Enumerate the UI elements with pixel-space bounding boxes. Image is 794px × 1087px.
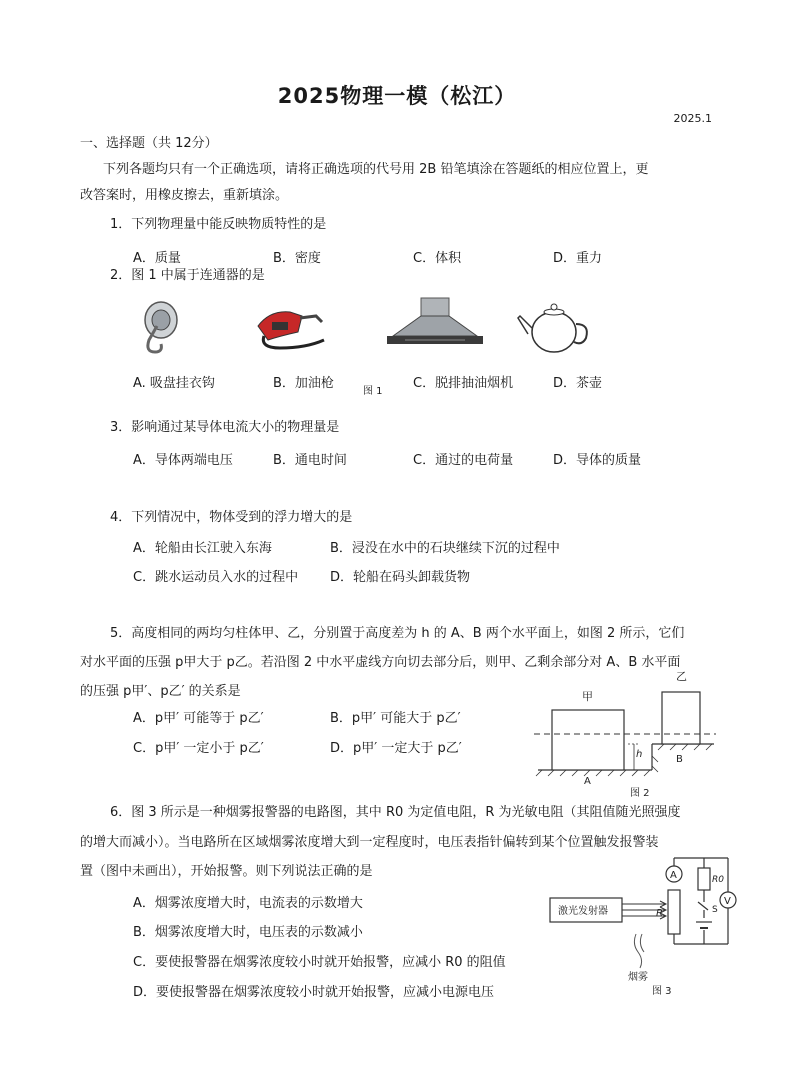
q1-option-a: A．质量 xyxy=(133,251,181,266)
smoke-label: 烟雾 xyxy=(628,972,648,983)
q1-stem: 1．下列物理量中能反映物质特性的是 xyxy=(110,217,327,232)
label-a: A xyxy=(584,776,591,787)
page-title: 2025物理一模（松江） xyxy=(277,84,517,108)
q1-option-d: D．重力 xyxy=(553,251,603,266)
instruction-line-2: 改答案时，用橡皮擦去，重新填涂。 xyxy=(80,188,289,203)
battery-icon xyxy=(696,922,712,928)
label-h: h xyxy=(636,749,643,760)
q3-option-d: D．导体的质量 xyxy=(553,453,642,468)
q6-line-3: 置（图中未画出），开始报警。则下列说法正确的是 xyxy=(80,864,373,879)
q5-option-d: D．p甲′ 一定大于 p乙′ xyxy=(330,741,462,756)
q3-option-a: A．导体两端电压 xyxy=(133,453,233,468)
q5-line-2: 对水平面的压强 p甲大于 p乙。若沿图 2 中水平虚线方向切去部分后，则甲、乙剩余部分对 A、B 水平面 xyxy=(80,655,681,670)
ammeter-icon xyxy=(666,866,682,882)
exam-date: 2025.1 xyxy=(673,112,712,125)
fuel-nozzle-picture xyxy=(250,296,330,356)
label-r: R xyxy=(656,908,663,919)
resistor-r0 xyxy=(698,868,710,890)
q4-option-a: A．轮船由长江驶入东海 xyxy=(133,541,272,556)
cylinder-jia xyxy=(552,710,624,770)
figure-1-caption: 图 1 xyxy=(363,386,383,397)
q5-option-c: C．p甲′ 一定小于 p乙′ xyxy=(133,741,264,756)
q2-option-a: A. 吸盘挂衣钩 xyxy=(133,376,215,391)
q4-stem: 4．下列情况中，物体受到的浮力增大的是 xyxy=(110,510,353,525)
label-yi: 乙 xyxy=(676,670,687,683)
q2-stem: 2．图 1 中属于连通器的是 xyxy=(110,268,265,283)
label-jia: 甲 xyxy=(582,690,593,703)
q6-line-2: 的增大而减小）。当电路所在区域烟雾浓度增大到一定程度时，电压表指针偏转到某个位置触发报警装 xyxy=(80,835,659,850)
voltmeter-icon xyxy=(720,892,736,908)
figure-2-caption: 图 2 xyxy=(630,788,650,799)
q6-option-a: A．烟雾浓度增大时，电流表的示数增大 xyxy=(133,896,363,911)
svg-text:A: A xyxy=(670,870,677,881)
q1-option-c: C．体积 xyxy=(413,251,462,266)
q3-option-c: C．通过的电荷量 xyxy=(413,453,514,468)
figure-2-diagram xyxy=(530,662,720,802)
q6-option-b: B．烟雾浓度增大时，电压表的示数减小 xyxy=(133,925,363,940)
q3-option-b: B．通电时间 xyxy=(273,453,347,468)
q6-option-d: D．要使报警器在烟雾浓度较小时就开始报警，应减小电源电压 xyxy=(133,985,495,1000)
q2-option-c: C．脱排抽油烟机 xyxy=(413,376,514,391)
q3-stem: 3．影响通过某导体电流大小的物理量是 xyxy=(110,420,340,435)
q4-option-c: C．跳水运动员入水的过程中 xyxy=(133,570,299,585)
teapot-picture xyxy=(516,298,596,358)
q5-line-1: 5．高度相同的两均匀柱体甲、乙，分别置于高度差为 h 的 A、B 两个水平面上，如图 2 所示，它们 xyxy=(110,626,685,641)
q5-option-a: A．p甲′ 可能等于 p乙′ xyxy=(133,711,264,726)
q5-line-3: 的压强 p甲′、p乙′ 的关系是 xyxy=(80,684,241,699)
range-hood-picture xyxy=(385,298,485,348)
laser-label: 激光发射器 xyxy=(558,906,608,917)
q2-option-d: D．茶壶 xyxy=(553,376,603,391)
q6-line-1: 6．图 3 所示是一种烟雾报警器的电路图，其中 R0 为定值电阻，R 为光敏电阻（其阻值随光照强度 xyxy=(110,805,681,820)
switch-s xyxy=(698,902,708,910)
laser-beams xyxy=(622,901,666,919)
q5-option-b: B．p甲′ 可能大于 p乙′ xyxy=(330,711,461,726)
figure-3-circuit xyxy=(546,848,746,998)
q4-option-d: D．轮船在码头卸载货物 xyxy=(330,570,471,585)
suction-hook-picture xyxy=(135,296,185,358)
q1-option-b: B．密度 xyxy=(273,251,321,266)
cylinder-yi xyxy=(662,692,700,744)
svg-text:V: V xyxy=(724,896,731,907)
q4-option-b: B．浸没在水中的石块继续下沉的过程中 xyxy=(330,541,560,556)
label-s: S xyxy=(712,905,718,915)
figure-3-caption: 图 3 xyxy=(652,986,672,997)
section-heading: 一、选择题（共 12分） xyxy=(80,136,218,151)
q2-option-b: B．加油枪 xyxy=(273,376,334,391)
q6-option-c: C．要使报警器在烟雾浓度较小时就开始报警，应减小 R0 的阻值 xyxy=(133,955,506,970)
instruction-line-1: 下列各题均只有一个正确选项，请将正确选项的代号用 2B 铅笔填涂在答题纸的相应位置上，更 xyxy=(103,162,649,177)
photoresistor-r xyxy=(668,890,680,934)
label-r0: R0 xyxy=(712,875,724,885)
label-b: B xyxy=(676,754,683,765)
